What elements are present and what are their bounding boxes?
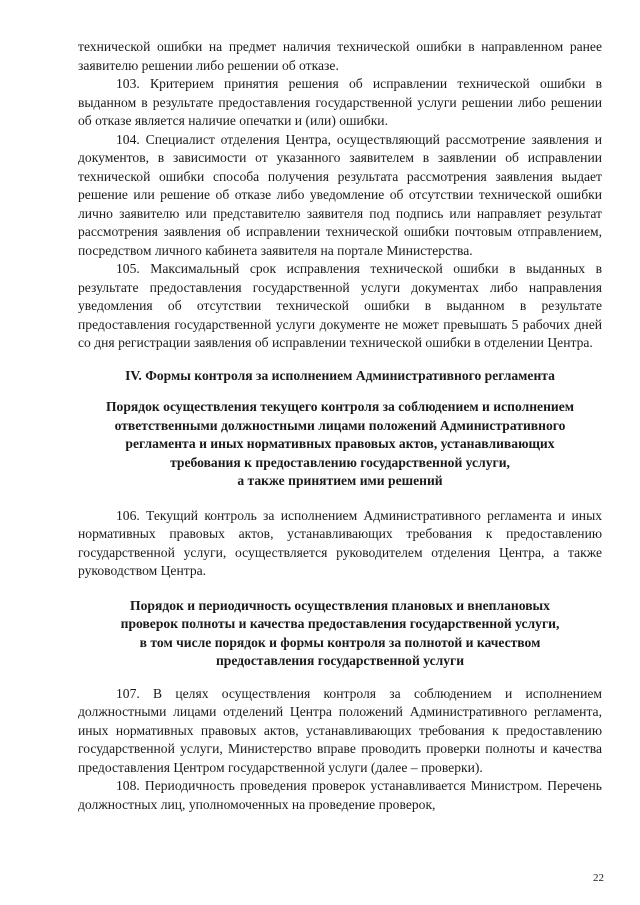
heading-line: Порядок осуществления текущего контроля за соблюдением и исполнением	[105, 399, 575, 414]
chapter-heading: IV. Формы контроля за исполнением Административного регламента	[125, 367, 555, 383]
heading-line: в том числе порядок и формы контроля за полнотой и качеством	[139, 634, 541, 650]
paragraph-106: 106. Текущий контроль за исполнением Административного регламента и иных нормативных правовых актов, устанавливающих требования к предоставлению государственной услуги, осуществляется руководителем отделения Центра, а также руководством Центра.	[78, 507, 602, 578]
heading-line: Порядок и периодичность осуществления плановых и внеплановых	[130, 597, 550, 613]
paragraph-103: 103. Критерием принятия решения об исправлении технической ошибки в выданном в результате предоставления государственной услуги решении либо решении об отказе является наличие опечатки и (или) ошибки.	[78, 76, 602, 128]
heading-line: требования к предоставлению государственной услуги,	[170, 454, 510, 470]
page-number: 22	[593, 872, 604, 884]
paragraph-107: 107. В целях осуществления контроля за соблюдением и исполнением должностными лицами отделений Центра положений Административного регламента, иных нормативных правовых актов, устанавливающих требования к предоставлению государственной услуги, Министерство вправе проводить проверки полноты и качества предоставления Центром государственной услуги (далее – проверки).	[78, 685, 602, 775]
section-heading-current-control	[78, 398, 602, 491]
heading-line: проверок полноты и качества предоставления государственной услуги,	[120, 616, 560, 631]
paragraph-105: 105. Максимальный срок исправления технической ошибки в выданных в результате предоставления государственной услуги документах либо направления уведомления об отсутствии технической ошибки в выданном в результате предоставления государственной услуги документе не может превышать 5 рабочих дней со дня регистрации заявления об исправлении технической ошибки в отделении Центра.	[78, 261, 602, 350]
heading-line: а также принятием ими решений	[237, 473, 443, 488]
paragraph-continuation: технической ошибки на предмет наличия технической ошибки в направленном ранее заявителю решении либо решении об отказе.	[78, 39, 602, 73]
paragraph-108: 108. Периодичность проведения проверок устанавливается Министром. Перечень должностных лиц, уполномоченных на проведение проверок,	[78, 778, 602, 812]
section-heading-inspections	[78, 597, 602, 671]
heading-line: регламента и иных нормативных правовых актов, устанавливающих	[125, 436, 555, 451]
heading-line: предоставления государственной услуги	[215, 653, 465, 668]
heading-line: ответственными должностными лицами положений Административного	[114, 417, 566, 433]
paragraph-104: 104. Специалист отделения Центра, осуществляющий рассмотрение заявления и документов, в зависимости от указанного заявителем в заявлении об исправлении технической ошибки способа получения результата рассмотрения заявления выдает решение или решение об отказе либо уведомление об отсутствии технической ошибки лично заявителю или представителю заявителя под подпись или направляет результат рассмотрения заявления об исправлении технической ошибки почтовым отправлением, посредством личного кабинета заявителя на портале Министерства.	[78, 131, 602, 258]
document-page	[78, 38, 602, 814]
